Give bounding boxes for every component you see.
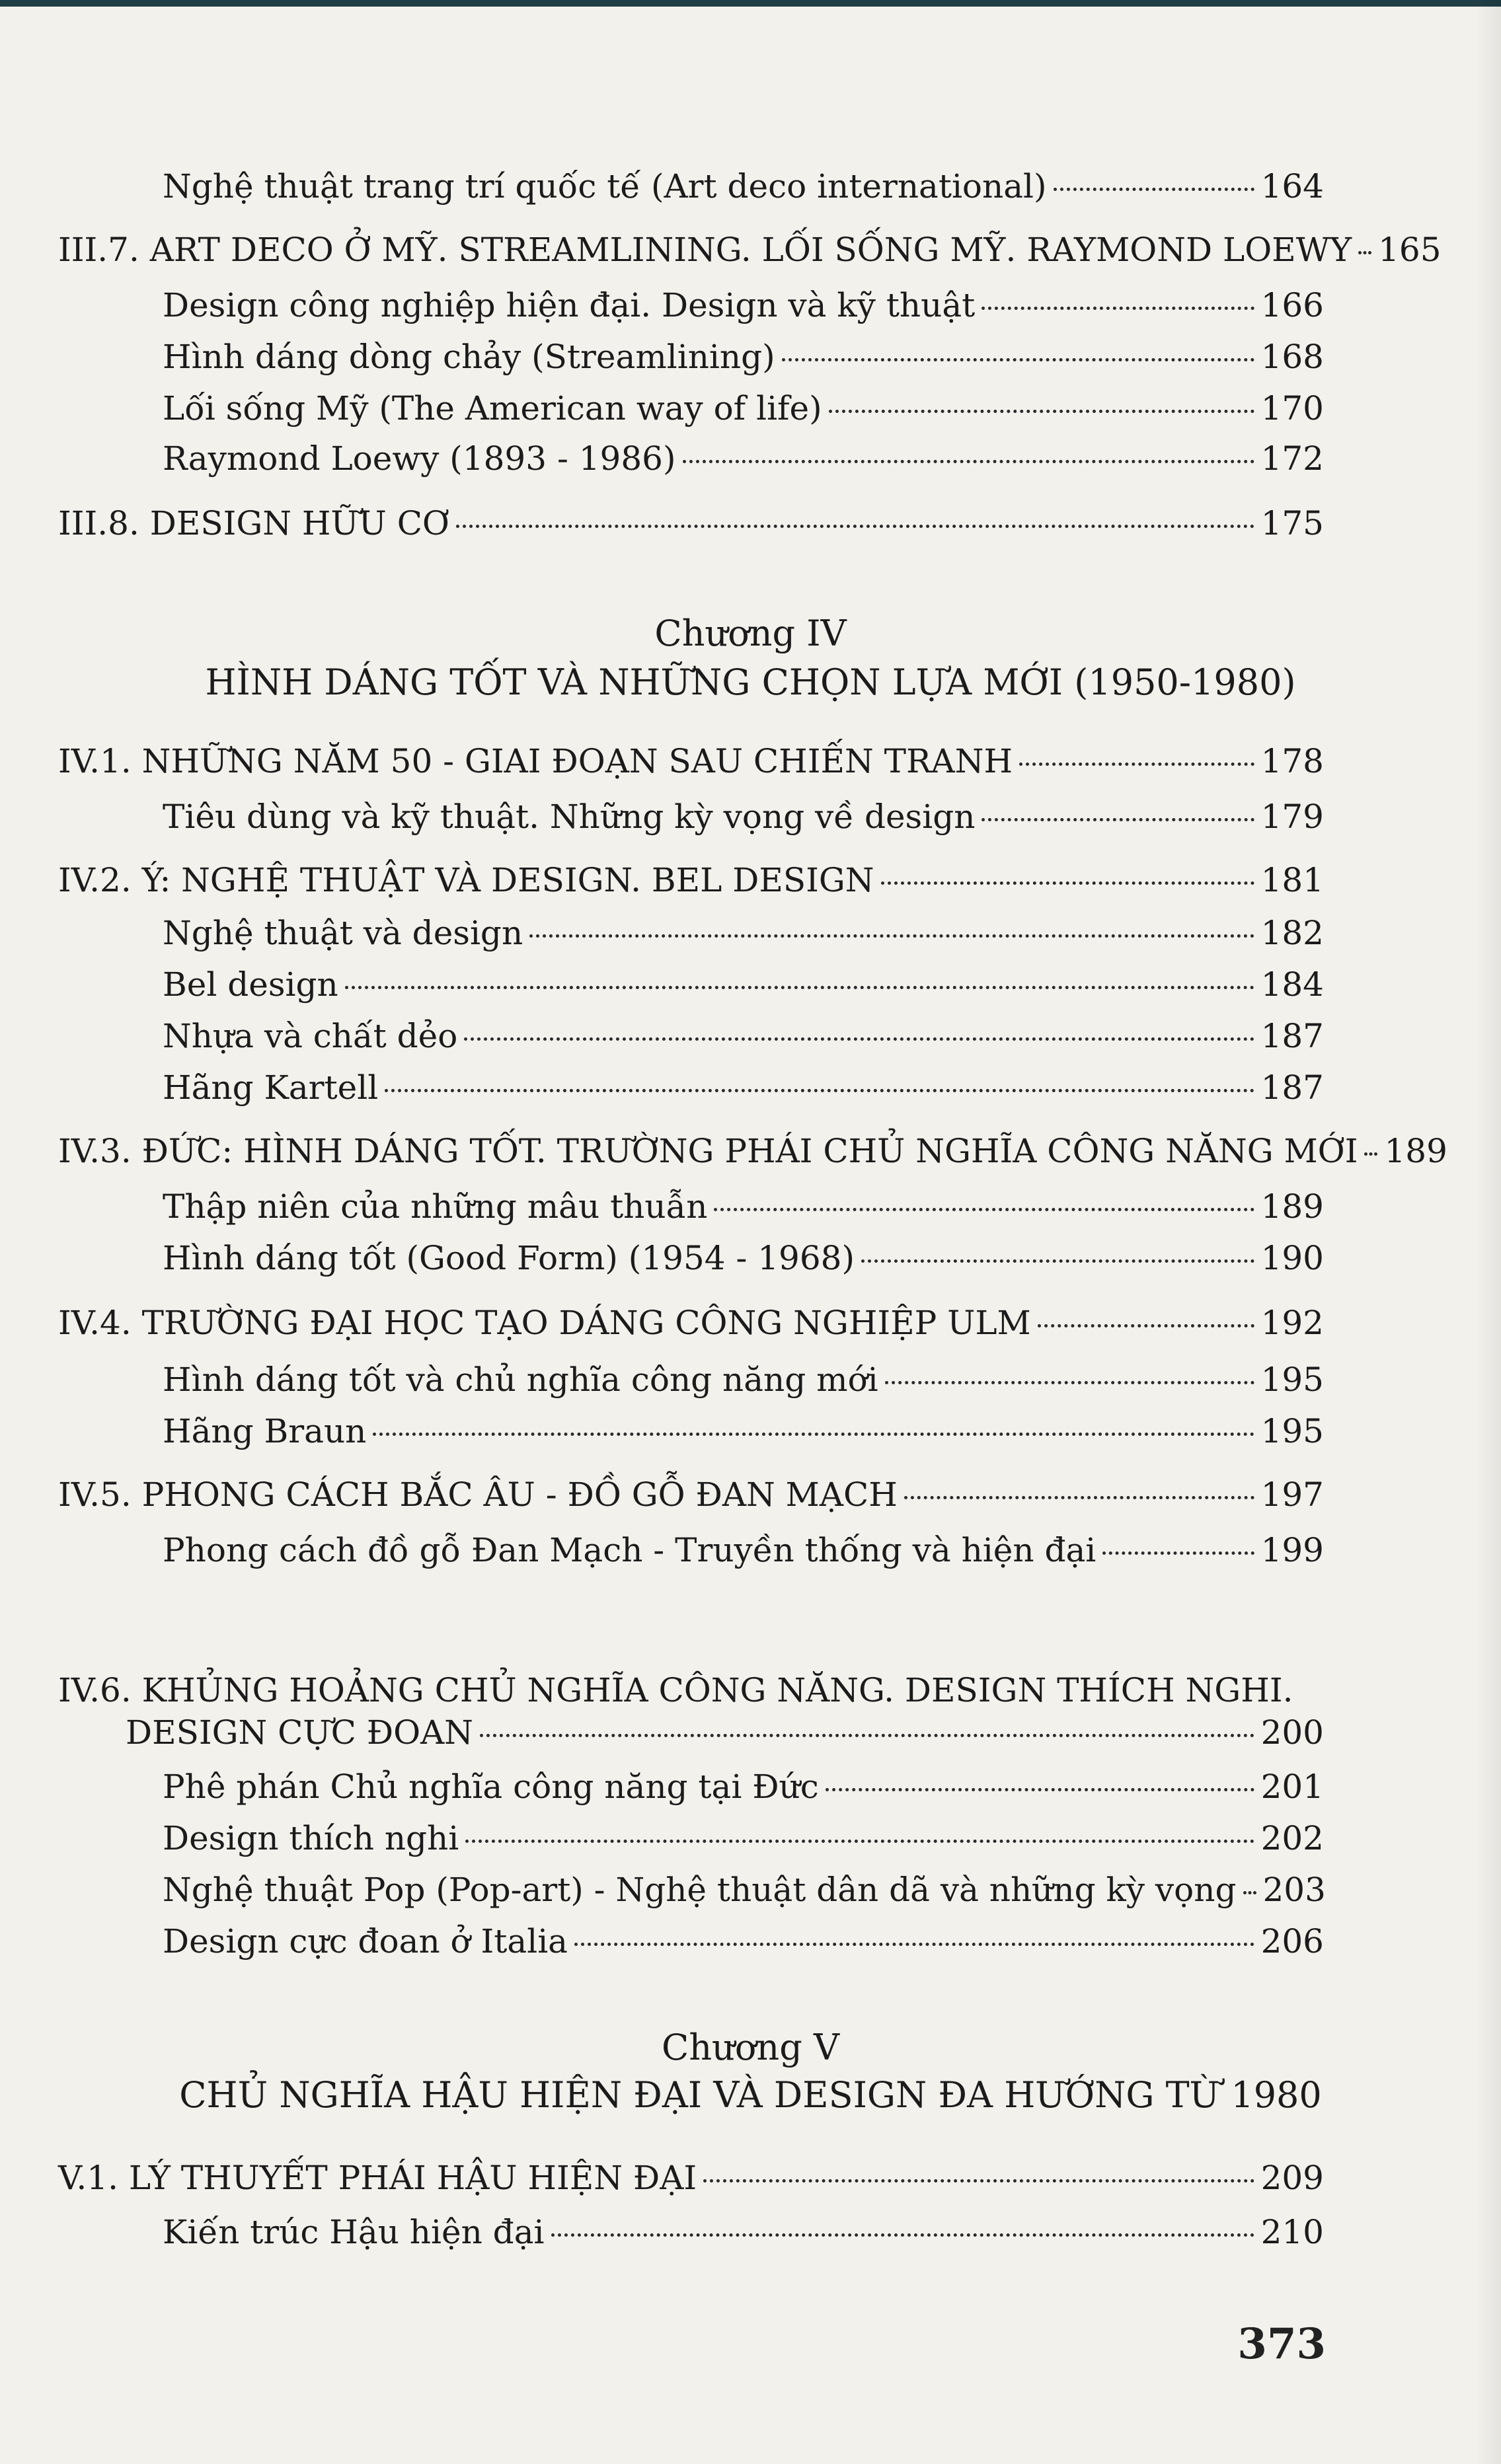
dot-leader	[981, 818, 1254, 821]
toc-entry-page: 175	[1260, 504, 1324, 542]
toc-entry[interactable]	[163, 963, 1324, 1006]
toc-entry-label: Nghệ thuật và design	[163, 914, 523, 952]
toc-entry-label: IV.1. NHỮNG NĂM 50 - GIAI ĐOẠN SAU CHIẾN TRANH	[58, 742, 1013, 780]
dot-leader	[480, 1734, 1254, 1737]
toc-entry-label: V.1. LÝ THUYẾT PHÁI HẬU HIỆN ĐẠI	[58, 2159, 697, 2197]
dot-leader	[861, 1259, 1254, 1263]
dot-leader	[1364, 1152, 1377, 1156]
toc-entry-label: Bel design	[163, 965, 338, 1004]
toc-entry-page: 201	[1260, 1768, 1324, 1806]
toc-section-entry[interactable]	[58, 2157, 1324, 2199]
toc-section-entry[interactable]	[58, 502, 1324, 544]
dot-leader	[714, 1208, 1254, 1211]
toc-entry[interactable]	[163, 284, 1324, 326]
toc-entry-label: Thập niên của những mâu thuẫn	[163, 1187, 708, 1226]
toc-entry-label: Hình dáng tốt (Good Form) (1954 - 1968)	[163, 1239, 855, 1277]
dot-leader	[551, 2233, 1254, 2237]
toc-entry[interactable]	[163, 1237, 1324, 1279]
toc-entry-label: IV.5. PHONG CÁCH BẮC ÂU - ĐỒ GỖ ĐAN MẠCH	[58, 1475, 898, 1514]
chapter-title: HÌNH DÁNG TỐT VÀ NHỮNG CHỌN LỰA MỚI (1950-1980)	[205, 661, 1296, 703]
toc-entry-label: IV.4. TRƯỜNG ĐẠI HỌC TẠO DÁNG CÔNG NGHIỆP ULM	[58, 1304, 1031, 1342]
toc-entry-page: 172	[1260, 439, 1324, 478]
dot-leader	[465, 1840, 1254, 1843]
dot-leader	[1019, 763, 1254, 766]
toc-entry[interactable]	[163, 2211, 1324, 2253]
toc-entry-page: 199	[1260, 1531, 1324, 1569]
toc-entry[interactable]	[163, 1817, 1324, 1859]
toc-entry[interactable]	[163, 1410, 1324, 1452]
dot-leader	[373, 1433, 1254, 1436]
toc-entry-page: 210	[1260, 2213, 1324, 2251]
dot-leader	[1102, 1551, 1254, 1555]
page-number: 373	[1237, 2319, 1326, 2369]
toc-entry[interactable]	[163, 1185, 1324, 1228]
toc-entry-label: Nghệ thuật trang trí quốc tế (Art deco international)	[163, 167, 1047, 205]
toc-entry[interactable]	[163, 387, 1324, 429]
dot-leader	[829, 410, 1254, 413]
toc-entry[interactable]	[163, 1766, 1324, 1808]
toc-entry-label: Design cực đoan ở Italia	[163, 1922, 568, 1960]
toc-entry-label: DESIGN CỰC ĐOAN	[126, 1713, 473, 1752]
toc-entry[interactable]	[163, 336, 1324, 378]
toc-entry-page: 192	[1260, 1304, 1324, 1342]
toc-entry-page: 166	[1260, 286, 1324, 324]
toc-entry[interactable]	[163, 1869, 1324, 1911]
toc-entry-label: Hình dáng tốt và chủ nghĩa công năng mới	[163, 1361, 878, 1399]
toc-entry-page: 202	[1260, 1819, 1324, 1857]
toc-section-entry[interactable]	[126, 1711, 1324, 1754]
dot-leader	[385, 1089, 1254, 1092]
dot-leader	[1243, 1891, 1256, 1894]
toc-entry-label: Hình dáng dòng chảy (Streamlining)	[163, 338, 775, 376]
toc-entry-label: Kiến trúc Hậu hiện đại	[163, 2213, 545, 2251]
toc-section-entry[interactable]	[58, 859, 1324, 901]
dot-leader	[464, 1037, 1254, 1041]
toc-entry-label: III.7. ART DECO Ở MỸ. STREAMLINING. LỐI SỐNG MỸ. RAYMOND LOEWY	[58, 231, 1352, 269]
toc-entry-label: Design thích nghi	[163, 1819, 459, 1857]
toc-entry[interactable]	[163, 165, 1324, 207]
chapter-label: Chương IV	[654, 613, 847, 654]
toc-entry-page: 168	[1260, 338, 1324, 376]
toc-entry[interactable]	[163, 912, 1324, 954]
toc-section-entry[interactable]	[58, 1302, 1324, 1344]
toc-entry[interactable]	[163, 1015, 1324, 1057]
toc-entry-label: Tiêu dùng và kỹ thuật. Những kỳ vọng về design	[163, 798, 976, 836]
toc-entry[interactable]	[163, 1359, 1324, 1401]
toc-entry-label: Hãng Braun	[163, 1412, 367, 1450]
toc-entry-page: 189	[1260, 1187, 1324, 1226]
dot-leader	[826, 1788, 1254, 1791]
dot-leader	[782, 358, 1254, 361]
dot-leader	[345, 986, 1254, 989]
toc-entry[interactable]	[163, 1920, 1324, 1962]
toc-entry[interactable]	[163, 1066, 1324, 1109]
toc-entry-page: 179	[1260, 798, 1324, 836]
toc-entry-page: 187	[1260, 1068, 1324, 1107]
toc-entry-label: Phê phán Chủ nghĩa công năng tại Đức	[163, 1768, 819, 1806]
dot-leader	[683, 460, 1254, 463]
dot-leader	[904, 1496, 1254, 1499]
toc-entry-page: 178	[1260, 742, 1324, 780]
toc-entry[interactable]	[163, 1529, 1324, 1571]
toc-entry-label: Nghệ thuật Pop (Pop-art) - Nghệ thuật dân dã và những kỳ vọng	[163, 1871, 1237, 1909]
toc-entry-page: 187	[1260, 1017, 1324, 1055]
dot-leader	[1054, 188, 1254, 191]
toc-entry-label: IV.2. Ý: NGHỆ THUẬT VÀ DESIGN. BEL DESIGN	[58, 861, 874, 899]
toc-entry-page: 209	[1260, 2159, 1324, 2197]
toc-entry-page: 184	[1260, 965, 1324, 1004]
dot-leader	[881, 881, 1254, 885]
toc-entry-label: III.8. DESIGN HỮU CƠ	[58, 504, 449, 542]
dot-leader	[1038, 1324, 1254, 1327]
dot-leader	[529, 934, 1254, 938]
toc-entry-page: 203	[1262, 1871, 1326, 1909]
dot-leader	[981, 307, 1254, 310]
toc-entry-page: 195	[1260, 1412, 1324, 1450]
toc-entry-label: Lối sống Mỹ (The American way of life)	[163, 389, 822, 428]
toc-entry-page: 195	[1260, 1361, 1324, 1399]
dot-leader	[1358, 251, 1371, 254]
top-edge-rule	[0, 0, 1501, 7]
toc-section-heading: IV.6. KHỦNG HOẢNG CHỦ NGHĨA CÔNG NĂNG. DESIGN THÍCH NGHI.	[58, 1671, 1293, 1709]
toc-entry-label: Design công nghiệp hiện đại. Design và kỹ thuật	[163, 286, 976, 324]
toc-entry-page: 181	[1260, 861, 1324, 899]
dot-leader	[574, 1943, 1254, 1946]
dot-leader	[456, 525, 1254, 528]
toc-entry-label: Hãng Kartell	[163, 1068, 379, 1107]
toc-section-entry[interactable]	[58, 1474, 1324, 1516]
toc-entry-label: Phong cách đồ gỗ Đan Mạch - Truyền thống và hiện đại	[163, 1531, 1097, 1569]
toc-entry-page: 182	[1260, 914, 1324, 952]
toc-entry[interactable]	[163, 796, 1324, 838]
toc-section-entry[interactable]	[58, 740, 1324, 782]
toc-entry-label: IV.3. ĐỨC: HÌNH DÁNG TỐT. TRƯỜNG PHÁI CHỦ NGHĨA CÔNG NĂNG MỚI	[58, 1132, 1358, 1170]
dot-leader	[885, 1381, 1254, 1384]
toc-entry-page: 190	[1260, 1239, 1324, 1277]
chapter-title: CHỦ NGHĨA HẬU HIỆN ĐẠI VÀ DESIGN ĐA HƯỚNG TỪ 1980	[179, 2074, 1322, 2116]
toc-entry-page: 189	[1384, 1132, 1447, 1170]
toc-section-entry[interactable]	[58, 229, 1442, 271]
toc-entry-page: 197	[1260, 1475, 1324, 1514]
toc-entry-page: 165	[1378, 231, 1442, 269]
toc-entry-page: 164	[1260, 167, 1324, 205]
toc-entry-page: 200	[1260, 1713, 1324, 1752]
toc-entry-page: 206	[1260, 1922, 1324, 1960]
toc-entry-label: Raymond Loewy (1893 - 1986)	[163, 439, 676, 478]
toc-section-entry[interactable]	[58, 1130, 1447, 1172]
toc-entry-label: Nhựa và chất dẻo	[163, 1017, 458, 1055]
chapter-label: Chương V	[662, 2027, 839, 2068]
toc-entry-page: 170	[1260, 389, 1324, 428]
dot-leader	[703, 2179, 1254, 2183]
toc-entry[interactable]	[163, 437, 1324, 480]
